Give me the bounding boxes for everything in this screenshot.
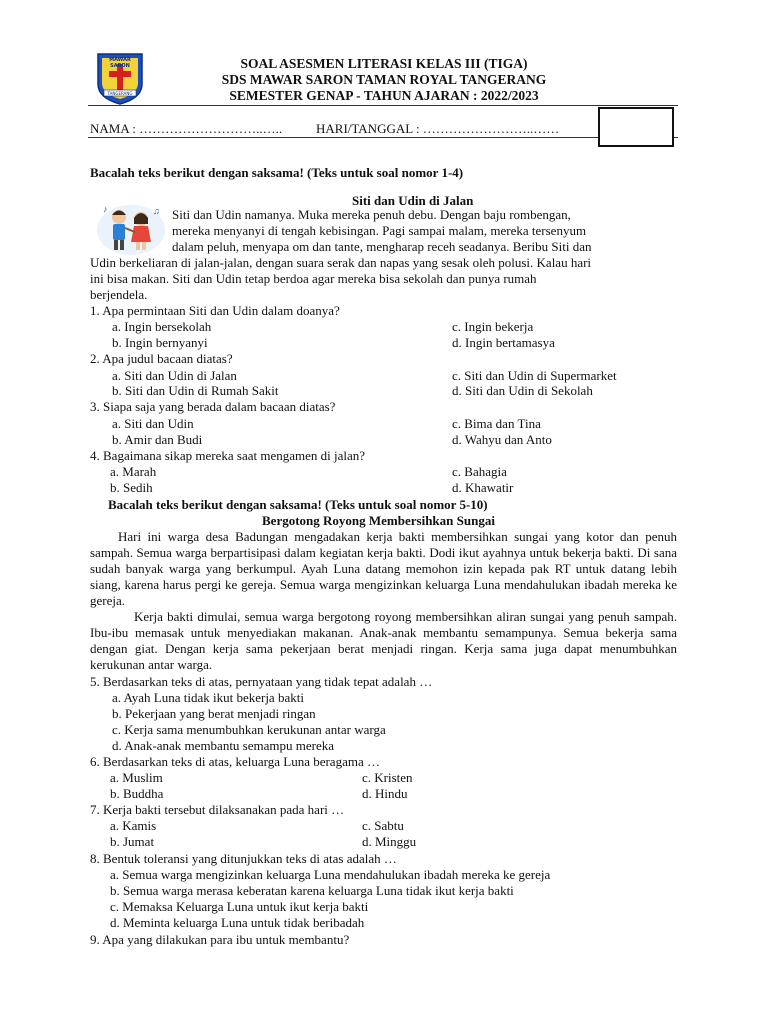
q5-option-d[interactable]: d. Anak-anak membantu semampu mereka (112, 738, 335, 753)
q6-option-a[interactable]: a. Muslim (110, 770, 163, 785)
question-4: 4. Bagaimana sikap mereka saat mengamen di jalan? (90, 448, 366, 463)
q3-option-b[interactable]: b. Amir dan Budi (112, 432, 203, 447)
section1-instruction: Bacalah teks berikut dengan saksama! (Teks untuk soal nomor 1-4) (90, 165, 464, 180)
q2-option-a[interactable]: a. Siti dan Udin di Jalan (112, 368, 237, 383)
name-field[interactable]: NAMA : ………………………..….. (90, 121, 283, 136)
children-singing-illustration (95, 200, 167, 256)
q7-option-c[interactable]: c. Sabtu (362, 818, 404, 833)
score-box[interactable] (598, 107, 674, 147)
story1-line-5: ini bisa makan. Siti dan Udin tetap berdoa agar mereka bisa sekolah dan punya rumah (90, 271, 537, 286)
q8-option-b[interactable]: b. Semua warga merasa keberatan karena keluarga Luna tidak ikut kerja bakti (110, 883, 514, 898)
q1-option-d[interactable]: d. Ingin bertamasya (452, 335, 555, 350)
q3-option-c[interactable]: c. Bima dan Tina (452, 416, 541, 431)
story1-line-2: mereka menyanyi di tengah kebisingan. Pagi sampai malam, mereka tersenyum (172, 223, 587, 238)
q2-option-d[interactable]: d. Siti dan Udin di Sekolah (452, 383, 593, 398)
story1-line-4: Udin berkeliaran di jalan-jalan, dengan suara serak dan napas yang sesak oleh polusi. Kalau hari (90, 255, 592, 270)
question-1: 1. Apa permintaan Siti dan Udin dalam doanya? (90, 303, 340, 318)
header-title-3: SEMESTER GENAP - TAHUN AJARAN : 2022/2023 (229, 88, 539, 103)
question-7: 7. Kerja bakti tersebut dilaksanakan pada hari … (90, 802, 345, 817)
header-title-2: SDS MAWAR SARON TAMAN ROYAL TANGERANG (221, 72, 547, 87)
q3-option-d[interactable]: d. Wahyu dan Anto (452, 432, 552, 447)
q8-option-a[interactable]: a. Semua warga mengizinkan keluarga Luna mendahulukan ibadah mereka ke gereja (110, 867, 551, 882)
svg-text:♪: ♪ (103, 204, 108, 214)
q7-option-d[interactable]: d. Minggu (362, 834, 417, 849)
q8-option-d[interactable]: d. Meminta keluarga Luna untuk tidak beribadah (110, 915, 365, 930)
date-field[interactable]: HARI/TANGGAL : ……………………..…… (316, 121, 560, 136)
section2-instruction: Bacalah teks berikut dengan saksama! (Teks untuk soal nomor 5-10) (108, 497, 488, 512)
story1-line-6: berjendela. (90, 287, 148, 302)
q8-option-c[interactable]: c. Memaksa Keluarga Luna untuk ikut kerja bakti (110, 899, 369, 914)
q2-option-b[interactable]: b. Siti dan Udin di Rumah Sakit (112, 383, 279, 398)
header-rule-bottom (88, 137, 678, 138)
q1-option-c[interactable]: c. Ingin bekerja (452, 319, 534, 334)
section1-title: Siti dan Udin di Jalan (352, 193, 474, 208)
header-title-1: SOAL ASESMEN LITERASI KELAS III (TIGA) (240, 56, 528, 71)
q4-option-b[interactable]: b. Sedih (110, 480, 153, 495)
section2-title: Bergotong Royong Membersihkan Sungai (262, 513, 495, 528)
svg-text:♫: ♫ (153, 206, 160, 216)
q6-option-c[interactable]: c. Kristen (362, 770, 413, 785)
story2-paragraph-1: Hari ini warga desa Badungan mengadakan kerja bakti membersihkan sungai yang kotor dan penuh sampah. Semua warga berpartisipasi dalam kegiatan kerja bakti. Dodi ikut ayahnya untuk bekerja bakti. Di sana sudah banyak warga yang berkumpul. Ayah Luna datang memohon izin kepada pak RT untuk datang lebih siang, karena harus pergi ke gereja. Semua warga mengizinkan keluarga Luna mendahulukan ibadah mereka ke gereja. (90, 529, 677, 608)
q6-option-b[interactable]: b. Buddha (110, 786, 164, 801)
q5-option-a[interactable]: a. Ayah Luna tidak ikut bekerja bakti (112, 690, 304, 705)
q4-option-c[interactable]: c. Bahagia (452, 464, 507, 479)
header-rule-top (88, 105, 678, 106)
story1-line-3: dalam peluh, menyapa om dan tante, mengharap receh seadanya. Beribu Siti dan (172, 239, 592, 254)
question-5: 5. Berdasarkan teks di atas, pernyataan yang tidak tepat adalah … (90, 674, 433, 689)
q6-option-d[interactable]: d. Hindu (362, 786, 408, 801)
question-3: 3. Siapa saja yang berada dalam bacaan diatas? (90, 399, 336, 414)
question-2: 2. Apa judul bacaan diatas? (90, 351, 233, 366)
logo-text-top: MAWAR SARON (109, 57, 131, 69)
q7-option-a[interactable]: a. Kamis (110, 818, 157, 833)
question-8: 8. Bentuk toleransi yang ditunjukkan teks di atas adalah … (90, 851, 397, 866)
q5-option-b[interactable]: b. Pekerjaan yang berat menjadi ringan (112, 706, 316, 721)
q1-option-a[interactable]: a. Ingin bersekolah (112, 319, 212, 334)
q4-option-a[interactable]: a. Marah (110, 464, 157, 479)
q5-option-c[interactable]: c. Kerja sama menumbuhkan kerukunan antar warga (112, 722, 386, 737)
question-9: 9. Apa yang dilakukan para ibu untuk membantu? (90, 932, 350, 947)
q3-option-a[interactable]: a. Siti dan Udin (112, 416, 194, 431)
story1-line-1: Siti dan Udin namanya. Muka mereka penuh debu. Dengan baju rombengan, (172, 207, 571, 222)
story2-paragraph-2: Kerja bakti dimulai, semua warga bergotong royong membersihkan aliran sungai yang penuh sampah. Ibu-ibu memasak untuk menyediakan makanan. Anak-anak membantu semampunya. Semua bekerja sama dengan giat. Dengan kerja sama pekerjaan berat menjadi ringan. Kerja sama juga dapat menumbuhkan kerukunan antar warga. (90, 609, 677, 672)
logo-text-bottom: TANGERANG (107, 91, 133, 96)
q1-option-b[interactable]: b. Ingin bernyanyi (112, 335, 208, 350)
q7-option-b[interactable]: b. Jumat (110, 834, 155, 849)
q4-option-d[interactable]: d. Khawatir (452, 480, 514, 495)
q2-option-c[interactable]: c. Siti dan Udin di Supermarket (452, 368, 617, 383)
question-6: 6. Berdasarkan teks di atas, keluarga Luna beragama … (90, 754, 380, 769)
